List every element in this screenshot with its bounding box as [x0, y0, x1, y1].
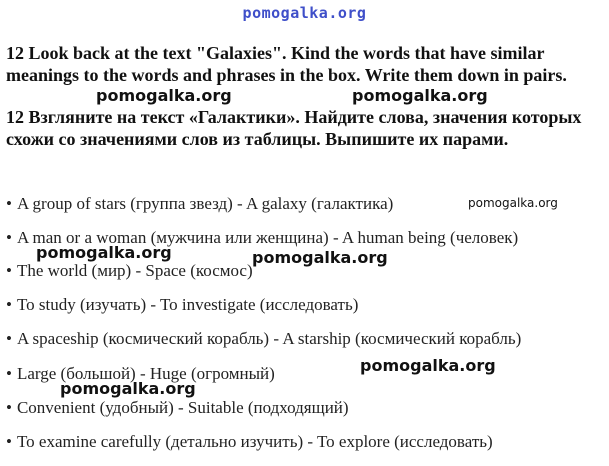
list-item [6, 261, 253, 281]
task-english: 12 Look back at the text "Galaxies". Kind the words that have similar meanings to the words and phrases in the box. Write them down in pairs. [6, 43, 567, 85]
watermark: pomogalka.org [352, 86, 488, 105]
bullet: • [6, 329, 12, 348]
list-item-text: The world (мир) - Space (космос) [16, 261, 253, 280]
list-item [6, 329, 521, 349]
list-item [6, 194, 393, 214]
watermark: pomogalka.org [468, 196, 558, 210]
watermark: pomogalka.org [252, 248, 388, 267]
list-item-text: Convenient (удобный) - Suitable (подходящий) [16, 398, 349, 417]
task-russian: 12 Взгляните на текст «Галактики». Найдите слова, значения которых схожи со значениями слов из таблицы. Выпишите их парами. [6, 107, 582, 149]
bullet: • [6, 432, 12, 451]
bullet: • [6, 364, 12, 383]
watermark: pomogalka.org [60, 379, 196, 398]
bullet: • [6, 398, 12, 417]
list-item [6, 295, 358, 315]
list-item-text: To examine carefully (детально изучить) - To explore (исследовать) [16, 432, 493, 451]
list-item-text: A spaceship (космический корабль) - A starship (космический корабль) [16, 329, 522, 348]
bullet: • [6, 228, 12, 247]
list-item [6, 432, 493, 452]
list-item-text: A group of stars (группа звезд) - A galaxy (галактика) [16, 194, 394, 213]
list-item-text: A man or a woman (мужчина или женщина) - A human being (человек) [16, 228, 519, 247]
watermark: pomogalka.org [36, 243, 172, 262]
bullet: • [6, 295, 12, 314]
watermark: pomogalka.org [360, 356, 496, 375]
bullet: • [6, 261, 12, 280]
list-item [6, 398, 349, 418]
watermark-top: pomogalka.org [242, 4, 367, 22]
bullet: • [6, 194, 12, 213]
list-item-text: Large (большой) - Huge (огромный) [16, 364, 275, 383]
list-item-text: To study (изучать) - To investigate (исследовать) [16, 295, 359, 314]
watermark: pomogalka.org [96, 86, 232, 105]
